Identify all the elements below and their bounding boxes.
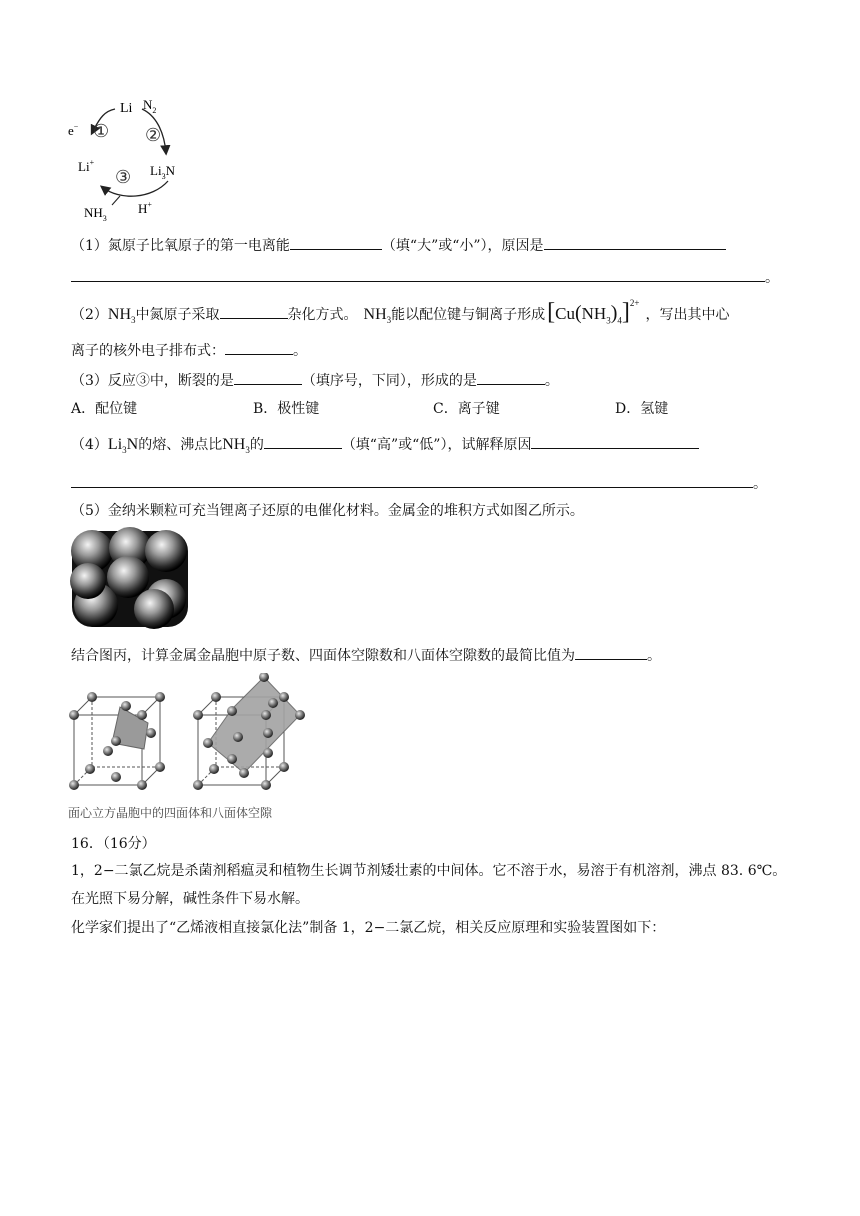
question-5-line-2: 结合图丙，计算金属金晶胞中原子数、四面体空隙数和八面体空隙数的最简比值为 。	[71, 644, 661, 666]
svg-text:①: ①	[93, 121, 110, 141]
question-4: $(4)Li_3N$的熔、沸点比$NH_3$的 （填“高”或“低”），试解释原因	[71, 433, 699, 455]
complex-ion-formula: $[Cu(NH_3)_4]^{2+}$	[547, 298, 640, 326]
question-1-line-2: 。	[71, 266, 779, 288]
reaction-cycle-diagram	[60, 95, 200, 225]
answer-blank[interactable]	[290, 234, 382, 250]
svg-text:Li: Li	[120, 101, 133, 116]
question-3: （3）反应③中，断裂的是 （填序号，下同），形成的是 。	[71, 369, 559, 391]
svg-text:NH3: $NH_3$	[84, 205, 107, 223]
answer-blank[interactable]	[71, 472, 753, 488]
arrow-3	[102, 181, 168, 196]
svg-text:Li3N: $Li_3N$	[150, 163, 175, 181]
answer-blank[interactable]	[264, 433, 342, 449]
answer-blank[interactable]	[477, 369, 545, 385]
question-2-line-2: 离子的核外电子排布式： 。	[71, 339, 307, 361]
question-4-line-2: 。	[71, 472, 767, 494]
gold-packing-figure	[68, 527, 192, 631]
answer-blank[interactable]	[225, 339, 293, 355]
arrow-3-branch	[112, 196, 120, 205]
option-d[interactable]: D．氢键	[615, 401, 669, 417]
answer-blank[interactable]	[71, 266, 765, 282]
octahedral-void	[208, 677, 300, 773]
svg-text:H+: H+	[138, 200, 152, 216]
svg-text:e−: e−	[68, 122, 79, 138]
svg-text:③: ③	[115, 167, 132, 187]
question-16-paragraph-1b: 在光照下易分解，碱性条件下易水解。	[71, 891, 309, 907]
question-16-paragraph-2: 化学家们提出了“乙烯液相直接氯化法”制备 1，2−二氯乙烷，相关反应原理和实验装置图如下：	[71, 920, 666, 936]
figure-caption: 面心立方晶胞中的四面体和八面体空隙	[68, 806, 273, 820]
answer-blank[interactable]	[531, 433, 699, 449]
answer-blank[interactable]	[575, 644, 647, 660]
svg-text:N2: $N_2$	[143, 97, 157, 115]
option-a[interactable]: A．配位键	[71, 401, 138, 417]
svg-text:②: ②	[145, 125, 162, 145]
answer-blank[interactable]	[220, 303, 288, 319]
question-16-number: 16．（16分）	[71, 836, 156, 852]
question-1: （1）氮原子比氧原子的第一电离能 （填“大”或“小”），原因是	[71, 234, 726, 256]
question-5: （5）金纳米颗粒可充当锂离子还原的电催化材料。金属金的堆积方式如图乙所示。	[71, 503, 584, 519]
option-b[interactable]: B．极性键	[253, 401, 320, 417]
fcc-voids-figure	[68, 673, 318, 823]
answer-blank[interactable]	[544, 234, 726, 250]
svg-text:Li+: Li+	[78, 158, 95, 174]
answer-blank[interactable]	[234, 369, 302, 385]
question-2: $(2)NH_3$中氮原子采取 杂化方式。 $NH_3$能以配位键与铜离子形成$[Cu(NH_3)_4]^{2+}$，写出其中心	[71, 298, 730, 326]
option-c[interactable]: C．离子键	[433, 401, 500, 417]
question-16-paragraph-1a: 1，2−二氯乙烷是杀菌剂稻瘟灵和植物生长调节剂矮壮素的中间体。它不溶于水，易溶于有机溶剂，沸点 83. 6℃。	[71, 863, 787, 879]
